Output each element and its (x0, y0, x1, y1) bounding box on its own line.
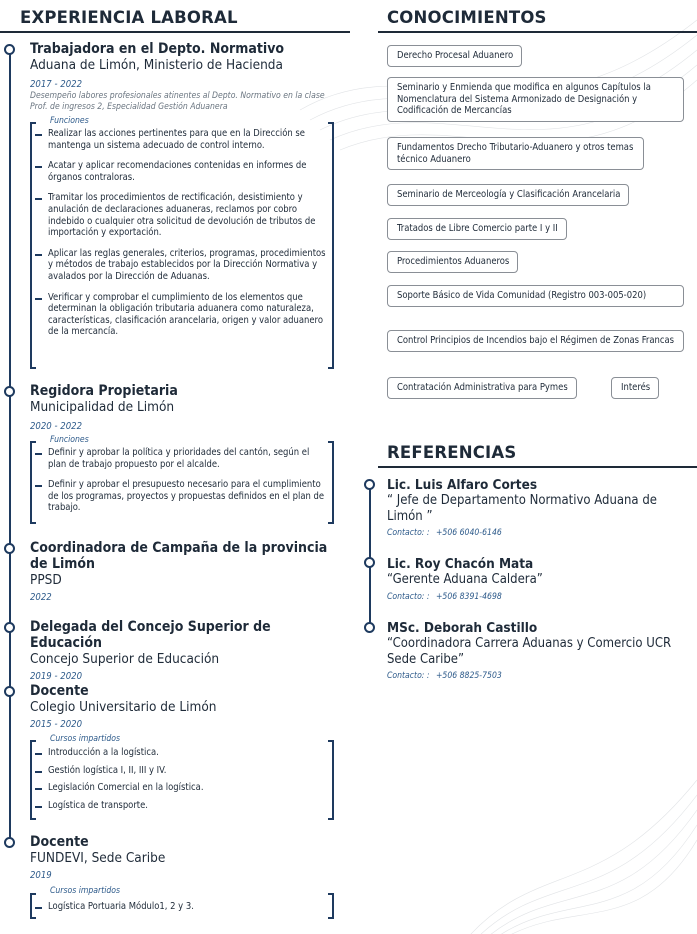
list-item: Verificar y comprobar el cumplimiento de los elementos que determinan la obligación tributaria aduanera como naturaleza, características, clasificación arancelaria, origen y valor aduanero de la mercancía. (35, 292, 327, 338)
reference-entry (387, 620, 687, 681)
timeline-dot (364, 479, 375, 490)
contact-label: Contacto: : (387, 528, 430, 538)
knowledge-tag: Interés (611, 377, 659, 399)
courses-list (35, 747, 327, 811)
knowledge-tag: Seminario y Enmienda que modifica en algunos Capítulos la Nomenclatura del Sistema Armonizado de Designación y Codificación de Mercancías (387, 77, 684, 122)
references-heading-rule (378, 466, 697, 468)
job-dates: 2019 - 2020 (30, 671, 83, 682)
job-description: Desempeño labores profesionales atinentes al Depto. Normativo en la clase Prof. de ingresos 2, Especialidad Gestión Aduanera (30, 91, 325, 112)
contact-phone: +506 8391-4698 (435, 591, 502, 602)
list-item: Aplicar las reglas generales, criterios, programas, procedimientos y métodos de trabajo establecidos por la Dirección Normativa y avalados por la Dirección de Aduanas. (35, 248, 327, 283)
timeline-dot (4, 386, 15, 397)
job-dates: 2017 - 2022 (30, 79, 83, 90)
job-organization: FUNDEVI, Sede Caribe (30, 850, 166, 866)
job-entry (30, 619, 344, 682)
reference-contact (387, 528, 687, 538)
job-dates: 2015 - 2020 (30, 719, 83, 730)
job-organization: Municipalidad de Limón (30, 399, 175, 415)
list-item: Definir y aprobar el presupuesto necesario para el cumplimiento de los programas, proyectos y propuestas definidos en el plan de trabajo. (35, 479, 327, 514)
timeline-dot (364, 557, 375, 568)
list-item: Acatar y aplicar recomendaciones contenidas en informes de órganos contraloras. (35, 160, 327, 183)
reference-entry (387, 556, 687, 602)
timeline-dot (364, 622, 375, 633)
courses-label: Cursos impartidos (50, 886, 121, 896)
job-dates: 2020 - 2022 (30, 421, 83, 432)
job-title: Coordinadora de Campaña de la provincia de Limón (30, 540, 328, 572)
list-item: Tramitar los procedimientos de rectificación, desistimiento y anulación de declaraciones aduaneras, reclamos por cobro indebido o cualquier otra solicitud de devolución de tributos de importación y exportación. (35, 192, 327, 238)
job-entry (30, 834, 344, 881)
job-title: Regidora Propietaria (30, 383, 178, 399)
references-heading: REFERENCIAS (387, 443, 517, 462)
courses-list (35, 901, 327, 913)
reference-name: Lic. Luis Alfaro Cortes (387, 477, 538, 493)
timeline-dot (4, 686, 15, 697)
knowledge-tag: Derecho Procesal Aduanero (387, 45, 522, 67)
reference-role: “ Jefe de Departamento Normativo Aduana de Limón ” (387, 493, 657, 524)
job-title: Delegada del Concejo Superior de Educación (30, 619, 271, 651)
knowledge-heading: CONOCIMIENTOS (387, 8, 547, 27)
job-dates: 2022 (30, 592, 52, 603)
reference-entry (387, 477, 687, 538)
job-organization: PPSD (30, 572, 62, 588)
contact-label: Contacto: : (387, 671, 430, 681)
reference-contact (387, 671, 687, 681)
knowledge-tag: Contratación Administrativa para Pymes (387, 377, 577, 399)
knowledge-tag: Control Principios de Incendios bajo el Régimen de Zonas Francas (387, 330, 684, 352)
list-item: Gestión logística I, II, III y IV. (35, 765, 327, 777)
timeline-dot (4, 543, 15, 554)
knowledge-tag: Soporte Básico de Vida Comunidad (Registro 003-005-020) (387, 285, 684, 307)
functions-label: Funciones (50, 116, 89, 126)
job-organization: Colegio Universitario de Limón (30, 699, 217, 715)
timeline-dot (4, 837, 15, 848)
list-item: Introducción a la logística. (35, 747, 327, 759)
references-timeline-line (369, 485, 371, 627)
knowledge-tag: Tratados de Libre Comercio parte I y II (387, 218, 567, 240)
job-organization: Aduana de Limón, Ministerio de Hacienda (30, 57, 283, 73)
experience-heading-rule (0, 31, 350, 33)
job-title: Trabajadora en el Depto. Normativo (30, 41, 285, 57)
contact-phone: +506 6040-6146 (435, 528, 502, 538)
list-item: Definir y aprobar la política y prioridades del cantón, según el plan de trabajo propuesto por el alcalde. (35, 447, 327, 470)
knowledge-tag: Seminario de Merceología y Clasificación Arancelaria (387, 184, 629, 206)
reference-role: “Gerente Aduana Caldera” (387, 572, 543, 587)
functions-list (35, 447, 327, 514)
list-item: Logística Portuaria Módulo1, 2 y 3. (35, 901, 327, 913)
job-title: Docente (30, 834, 89, 850)
job-organization: Concejo Superior de Educación (30, 651, 220, 667)
reference-role: “Coordinadora Carrera Aduanas y Comercio UCR Sede Caribe” (387, 636, 672, 667)
list-item: Legislación Comercial en la logística. (35, 782, 327, 794)
knowledge-tag: Fundamentos Drecho Tributario-Aduanero y otros temas técnico Aduanero (387, 137, 644, 170)
timeline-dot (4, 622, 15, 633)
job-title: Docente (30, 683, 89, 699)
knowledge-column (378, 0, 697, 934)
knowledge-heading-rule (378, 31, 697, 33)
list-item: Logística de transporte. (35, 800, 327, 812)
contact-phone: +506 8825-7503 (435, 671, 502, 681)
experience-heading: EXPERIENCIA LABORAL (20, 8, 238, 27)
job-entry (30, 41, 344, 113)
timeline-dot (4, 44, 15, 55)
job-entry (30, 683, 344, 730)
knowledge-tag: Procedimientos Aduaneros (387, 251, 518, 273)
job-dates: 2019 (30, 870, 52, 881)
courses-label: Cursos impartidos (50, 734, 121, 744)
experience-timeline-line (9, 48, 11, 843)
list-item: Realizar las acciones pertinentes para que en la Dirección se mantenga un sistema adecuado de control interno. (35, 128, 327, 151)
functions-label: Funciones (50, 435, 89, 445)
functions-list (35, 128, 327, 338)
reference-contact (387, 592, 687, 602)
job-entry (30, 540, 344, 603)
reference-name: MSc. Deborah Castillo (387, 620, 538, 636)
reference-name: Lic. Roy Chacón Mata (387, 556, 534, 572)
job-entry (30, 383, 344, 432)
contact-label: Contacto: : (387, 591, 430, 602)
